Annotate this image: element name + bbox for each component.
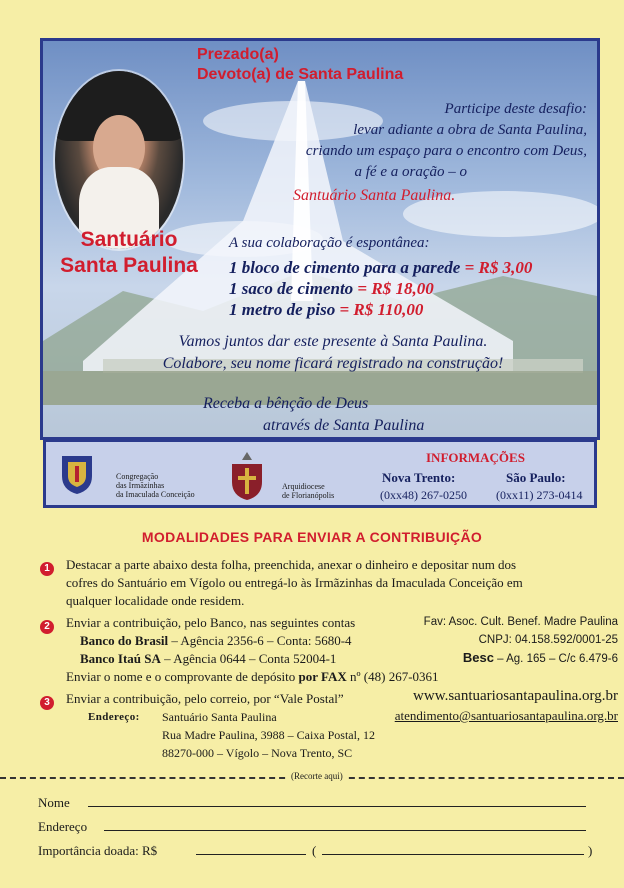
step-number: 2 xyxy=(40,620,54,634)
appeal-line: Vamos juntos dar este presente à Santa Paulina. xyxy=(178,333,488,350)
saint-portrait xyxy=(55,71,183,249)
info-title: INFORMAÇÕES xyxy=(426,450,525,465)
greeting-line: Prezado(a) xyxy=(197,46,279,63)
sao-paulo-label: São Paulo: xyxy=(506,470,566,485)
greeting xyxy=(197,45,403,85)
intro-line: Participe deste desafio: xyxy=(444,101,587,117)
step-number: 3 xyxy=(40,696,54,710)
cnpj: CNPJ: 04.158.592/0001-25 xyxy=(478,634,618,646)
appeal-text xyxy=(103,331,563,375)
amount-label: Importância doada: R$ xyxy=(38,843,158,858)
step1-text: Destacar a parte abaixo desta folha, preenchida, anexar o dinheiro e depositar num dos cofres do Santuário em Vígolo ou entregá-lo às Irmãzinhas da Imaculada Conceição em qualquer localidade onde residem. xyxy=(66,557,523,608)
amount-words-field[interactable] xyxy=(322,854,584,855)
name-field[interactable] xyxy=(88,806,586,807)
contribution-title: MODALIDADES PARA ENVIAR A CONTRIBUIÇÃO xyxy=(141,529,483,545)
fax-line: Enviar o nome e o comprovante de depósito por FAX nº (48) 267-0361 xyxy=(66,669,439,684)
bank1-line: Banco do Brasil – Agência 2356-6 – Conta: 5680-4 xyxy=(80,633,352,648)
favored-account: Fav: Asoc. Cult. Benef. Madre Paulina xyxy=(423,616,618,628)
intro-line: levar adiante a obra de Santa Paulina, xyxy=(353,122,587,138)
archdiocese-name: Arquidiocese de Florianópolis xyxy=(282,482,335,500)
sanctuary-italic: Santuário Santa Paulina. xyxy=(293,187,456,204)
email-link[interactable]: atendimento@santuariosantapaulina.org.br xyxy=(394,708,618,723)
spontaneous-text: A sua colaboração é espontânea: xyxy=(229,235,430,251)
sao-paulo-phone: (0xx11) 273-0414 xyxy=(496,488,583,502)
besc-account: Besc – Ag. 165 – C/c 6.479-6 xyxy=(462,650,618,665)
greeting-line: Devoto(a) de Santa Paulina xyxy=(197,66,404,83)
website-link[interactable]: www.santuariosantapaulina.org.br xyxy=(413,688,618,704)
donation-item: 1 saco de cimento = R$ 18,00 xyxy=(229,279,434,298)
sanctuary-title-line: Santuário xyxy=(80,228,178,251)
nova-trento-label: Nova Trento: xyxy=(382,470,456,485)
address-field[interactable] xyxy=(104,830,586,831)
sanctuary-title xyxy=(43,227,215,279)
donation-item: 1 bloco de cimento para a parede = R$ 3,00 xyxy=(229,258,533,277)
intro-text xyxy=(193,99,587,183)
bank2-line: Banco Itaú SA – Agência 0644 – Conta 52004-1 xyxy=(80,651,337,666)
intro-line: criando um espaço para o encontro com Deus, xyxy=(305,143,587,159)
step2-intro: Enviar a contribuição, pelo Banco, nas seguintes contas xyxy=(66,615,356,630)
paren-close: ) xyxy=(588,843,593,858)
blessing-line: através de Santa Paulina xyxy=(263,417,425,434)
name-label: Nome xyxy=(38,795,70,810)
nova-trento-phone: (0xx48) 267-0250 xyxy=(380,488,467,502)
info-bar xyxy=(43,440,597,508)
donation-item: 1 metro de piso = R$ 110,00 xyxy=(229,300,424,319)
address-label: Endereço: xyxy=(88,711,140,723)
cut-here-label: (Recorte aqui) xyxy=(288,771,346,781)
step-number: 1 xyxy=(40,562,54,576)
blessing-text xyxy=(203,393,424,437)
step3-intro: Enviar a contribuição, pelo correio, por “Vale Postal” xyxy=(66,691,344,706)
congregation-name: Congregação das Irmãzinhas da Imaculada Conceição xyxy=(116,472,195,499)
address-field-label: Endereço xyxy=(38,819,88,834)
congregation-crest-icon xyxy=(60,452,94,494)
sanctuary-title-line: Santa Paulina xyxy=(60,254,198,277)
intro-line: a fé e a oração – o xyxy=(354,164,467,180)
donation-items xyxy=(229,257,532,320)
archdiocese-crest-icon xyxy=(226,450,268,500)
amount-field[interactable] xyxy=(196,854,306,855)
address-block: Santuário Santa Paulina Rua Madre Paulina, 3988 – Caixa Postal, 12 88270-000 – Vígolo – Nova Trento, SC xyxy=(162,710,375,760)
paren-open: ( xyxy=(312,843,317,858)
campaign-poster xyxy=(40,38,600,440)
blessing-line: Receba a bênção de Deus xyxy=(203,395,369,412)
appeal-line: Colabore, seu nome ficará registrado na construção! xyxy=(162,355,504,372)
